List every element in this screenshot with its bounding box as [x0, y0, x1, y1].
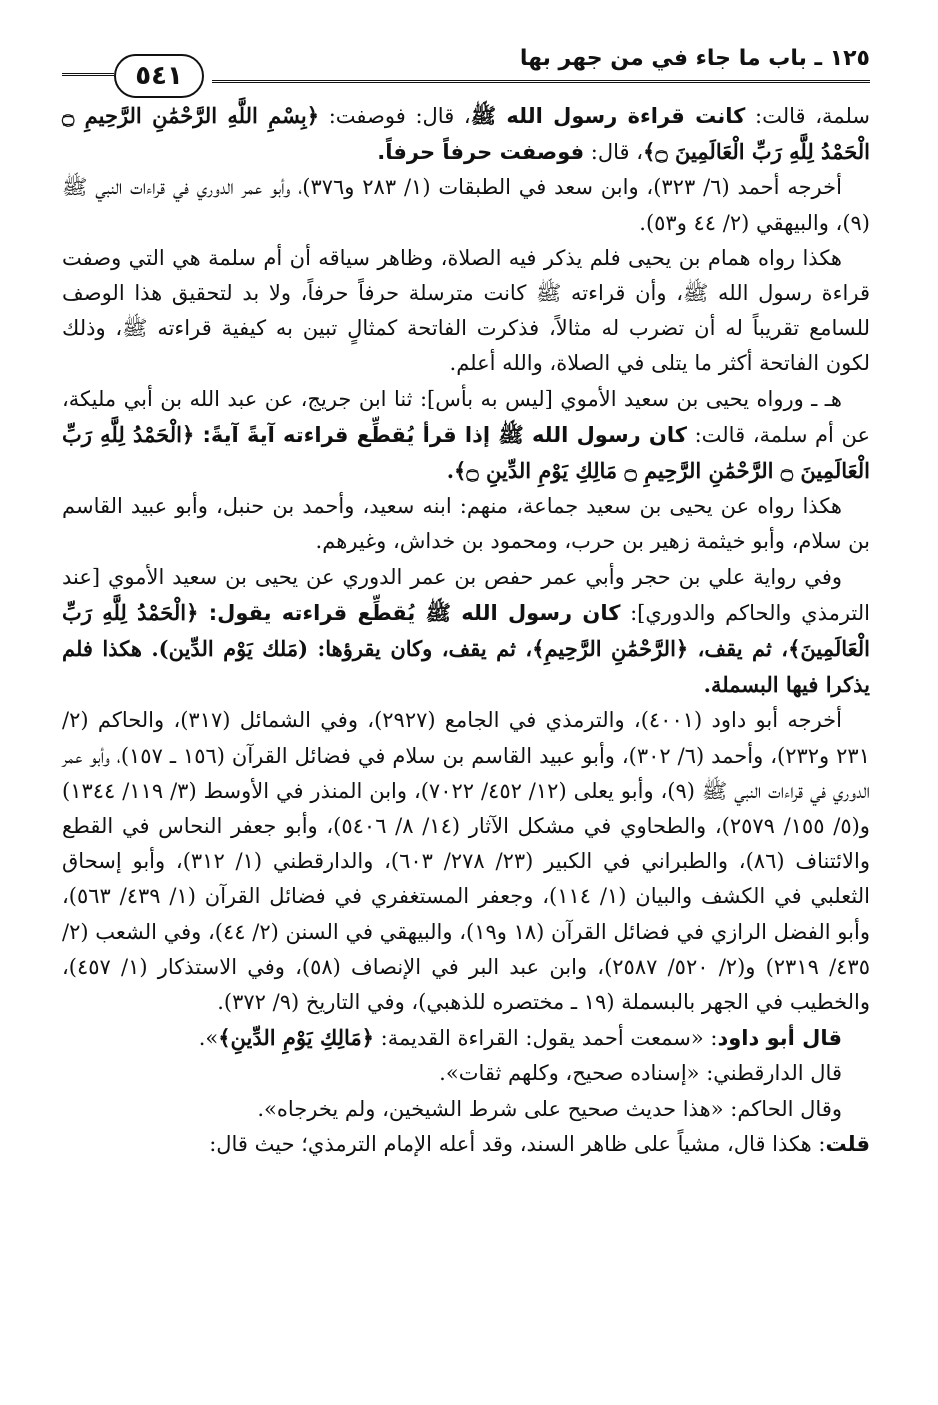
- quran-verse: ﴿الْحَمْدُ لِلَّهِ رَبِّ الْعَالَمِينَ ۝ الرَّحْمَٰنِ الرَّحِيمِ ۝ مَالِكِ يَوْمِ الدِّينِ ۝﴾.: [62, 421, 870, 484]
- page-number: ٥٤١: [135, 61, 183, 91]
- quotes-block: [62, 1020, 870, 1127]
- quran-verse: ﴿مَالِكِ يَوْمِ الدِّينِ﴾: [218, 1025, 374, 1051]
- paragraph-2: أخرجه أحمد (٦/ ٣٢٣)، وابن سعد في الطبقات (١/ ٢٨٣ و٣٧٦)، وأبو عمر الدوري في قراءات النبي ﷺ (٩)، والبيهقي (٢/ ٤٤ و٥٣).: [62, 175, 870, 235]
- quran-verse: ﴿بِسْمِ اللَّهِ الرَّحْمَٰنِ الرَّحِيمِ ۝ الْحَمْدُ لِلَّهِ رَبِّ الْعَالَمِينَ ۝﴾: [62, 103, 870, 165]
- bold-run: كان رسول الله ﷺ إذا قرأ يُقطِّع قراءته آيةً آيةً:: [202, 422, 687, 447]
- header-rule: [212, 80, 870, 86]
- text-run: ، قال: فوصفت:: [319, 104, 471, 128]
- paragraph-4: [62, 382, 870, 490]
- paragraph-7: أخرجه أبو داود (٤٠٠١)، والترمذي في الجامع (٢٩٢٧)، وفي الشمائل (٣١٧)، والحاكم (٢/ ٢٣١ و٢٣٢)، وأحمد (٦/ ٣٠٢)، وأبو عبيد القاسم بن سلام في فضائل القرآن (١٥٦ ـ ١٥٧)، وأبو عمر الدوري في قراءات النبي ﷺ (٩)، وأبو يعلى (١٢/ ٤٥٢/ ٧٠٢٢)، وابن المنذر في الأوسط (٣/ ١١٩/ ١٣٤٤) و(٥/ ١٥٥/ ٢٥٧٩)، والطحاوي في مشكل الآثار (١٤/ ٨/ ٥٤٠٦)، وأبو جعفر النحاس في القطع والائتناف (٨٦)، والطبراني في الكبير (٢٣/ ٢٧٨/ ٦٠٣)، والدارقطني (١/ ٣١٢)، وأبو إسحاق الثعلبي في الكشف والبيان (١/ ١١٤)، وجعفر المستغفري في فضائل القرآن (١/ ٤٣٩/ ٥٦٣)، وأبو الفضل الرازي في فضائل القرآن (١٨ و١٩)، والبيهقي في السنن (٢/ ٤٤)، وفي الشعب (٢/ ٤٣٥/ ٢٣١٩) و(٢/ ٥٢٠/ ٢٥٨٧)، وابن عبد البر في الإنصاف (٥٨)، وفي الاستذكار (١/ ٤٥٧)، والخطيب في الجهر بالبسملة (١٩ ـ مختصره للذهبي)، وفي التاريخ (٩/ ٣٧٢).: [62, 708, 870, 1015]
- body-text: [62, 98, 870, 1162]
- paragraph-5: هكذا رواه عن يحيى بن سعيد جماعة، منهم: ابنه سعيد، وأحمد بن حنبل، وأبو عبيد القاسم بن سلام، وأبو خيثمة زهير بن حرب، ومحمود بن خداش، وغيرهم.: [62, 494, 870, 554]
- paragraph-3: هكذا رواه همام بن يحيى فلم يذكر فيه الصلاة، وظاهر سياقه أن أم سلمة هي التي وصفت قراءة رسول الله ﷺ، وأن قراءته ﷺ كانت مترسلة حرفاً حرفاً، ولا بد لتحقيق هذا الوصف للسامع تقريباً له أن تضرب له مثالاً، فذكرت الفاتحة كمثالٍ تبين به كيفية قراءته ﷺ، وذلك لكون الفاتحة أكثر ما يتلى في الصلاة، والله أعلم.: [62, 245, 870, 376]
- quote-hakim: وقال الحاكم: «هذا حديث صحيح على شرط الشيخين، ولم يخرجاه».: [257, 1096, 842, 1121]
- text-run: وفي رواية علي بن حجر وأبي عمر حفص بن عمر الدوري عن يحيى بن سعيد الأموي [عند الترمذي والحاكم والدوري]:: [62, 564, 870, 625]
- quote-daraqutni: قال الدارقطني: «إسناده صحيح، وكلهم ثقات».: [439, 1061, 842, 1086]
- page: [62, 40, 870, 1162]
- bold-run: فوصفت حرفاً حرفاً.: [377, 140, 585, 165]
- paragraph-qultu: [62, 1127, 870, 1162]
- paragraph-6: [62, 560, 870, 704]
- running-title: ١٢٥ ـ باب ما جاء في من جهر بها: [519, 46, 870, 71]
- page-header: [62, 40, 870, 98]
- text-run: ».: [198, 1026, 219, 1051]
- bold-run: كان رسول الله ﷺ يُقطِّع قراءته يقول:: [208, 600, 621, 625]
- text-run: : هكذا قال، مشياً على ظاهر السند، وقد أعله الإمام الترمذي؛ حيث قال:: [209, 1131, 826, 1156]
- bold-run: كانت قراءة رسول الله ﷺ: [470, 104, 746, 128]
- bold-run: قال أبو داود: [717, 1026, 842, 1051]
- quran-verse: ﴿الْحَمْدُ لِلَّهِ رَبِّ الْعَالَمِينَ﴾، ثم يقف، ﴿الرَّحْمَٰنِ الرَّحِيمِ﴾، ثم يقف، وكان يقرؤها: (مَلك يَوْم الدِّين). هكذا فلم يذكرا فيها البسملة.: [62, 599, 870, 698]
- quote-abu-dawud: [62, 1020, 870, 1056]
- text-run: هـ ـ ورواه يحيى بن سعيد الأموي [ليس به بأس]: ثنا ابن جريج، عن عبد الله بن أبي مليكة، عن أم سلمة، قالت:: [62, 386, 870, 447]
- bold-run: قلت: [825, 1131, 870, 1156]
- header-rule-left: [62, 73, 114, 76]
- paragraph-1: [62, 98, 870, 170]
- text-run: سلمة، قالت:: [745, 104, 870, 128]
- page-number-badge: [114, 54, 204, 98]
- text-run: ، قال:: [584, 140, 644, 165]
- text-run: : «سمعت أحمد يقول: القراءة القديمة:: [374, 1026, 718, 1051]
